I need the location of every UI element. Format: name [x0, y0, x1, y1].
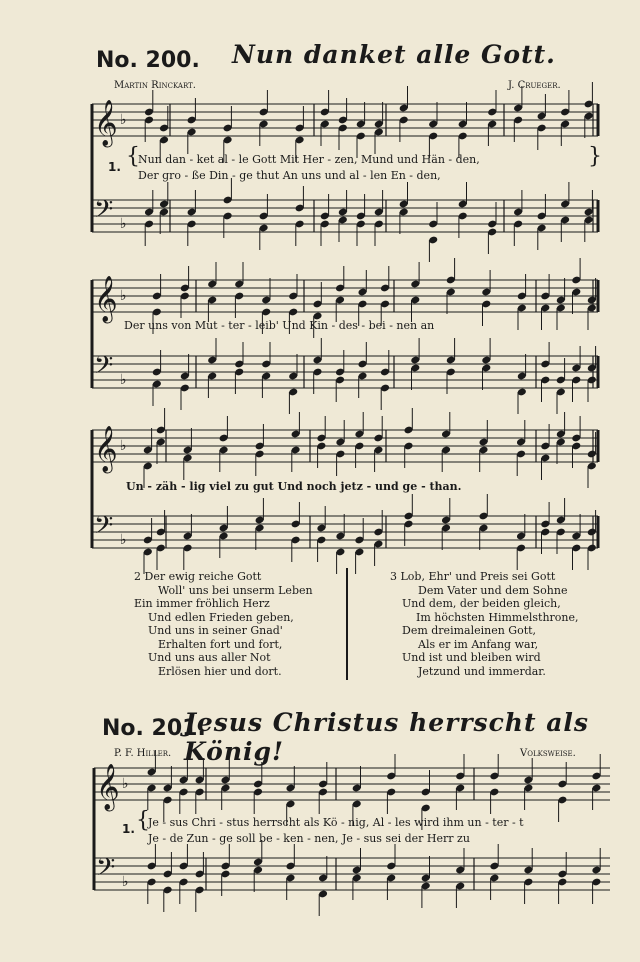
verse-line: Erlösen hier und dort. [158, 664, 282, 678]
verse-line: 3 Lob, Ehr' und Preis sei Gott [390, 570, 556, 583]
verse-line: Und uns aus aller Not [148, 651, 271, 664]
hymn-200-verse-number: 1. [108, 160, 121, 174]
verse-line: Ein immer fröhlich Herz [134, 597, 270, 610]
hymn-200-verse-2 [134, 570, 313, 678]
brace-left: { [136, 808, 150, 833]
hymn-200-composer: J. Crueger. [508, 80, 561, 91]
bass-clef: 𝄢 [94, 195, 114, 230]
hymn-201-number: No. 201. [102, 716, 206, 741]
bass-clef: 𝄢 [94, 511, 114, 546]
hymn-201-verse-number: 1. [122, 822, 135, 836]
hymn-201-lyric-1b: Je - de Zun - ge soll be - ken - nen, Je - sus sei der Herr zu [148, 832, 470, 845]
verse-line: Und dem, der beiden gleich, [402, 597, 561, 610]
hymn-201-lyric-1a: Je - sus Chri - stus herrscht als Kö - nig, Al - les wird ihm un - ter - t [148, 816, 524, 829]
flat-sign: ♭ [120, 438, 127, 454]
verse-line: Und uns in seiner Gnad' [148, 624, 283, 637]
hymn-200-lyric-1a: Nun dan - ket al - le Gott Mit Her - zen, Mund und Hän - den, [138, 153, 480, 166]
verse-line: Und edlen Frieden geben, [148, 610, 294, 624]
hymn-200-verse-3 [390, 570, 579, 678]
verse-line: Als er im Anfang war, [418, 637, 539, 651]
verse-line: 2 Der ewig reiche Gott [134, 570, 262, 583]
verse-line: Erhalten fort und fort, [158, 637, 283, 651]
verse-line: Dem Vater und dem Sohne [418, 583, 568, 597]
hymn-200-title: Nun danket alle Gott. [232, 40, 556, 69]
flat-sign: ♭ [120, 372, 127, 388]
treble-clef: 𝄞 [94, 426, 118, 472]
bass-clef: 𝄢 [94, 351, 114, 386]
hymn-201-composer: Volksweise. [520, 748, 576, 759]
verse-line: Und ist und bleiben wird [402, 651, 541, 664]
treble-clef: 𝄞 [94, 276, 118, 322]
verse-line: Im höchsten Himmelsthrone, [416, 610, 579, 624]
verse-divider [346, 568, 348, 680]
hymn-201-title: Jesus Christus herrscht als König! [184, 708, 590, 766]
treble-clef: 𝄞 [94, 100, 118, 146]
flat-sign: ♭ [122, 874, 129, 890]
flat-sign: ♭ [120, 288, 127, 304]
hymn-200-number: No. 200. [96, 48, 200, 73]
hymn-200-lyric-1b: Der gro - ße Din - ge thut An uns und al - len En - den, [138, 169, 441, 182]
bass-clef: 𝄢 [96, 853, 116, 888]
flat-sign: ♭ [120, 112, 127, 128]
hymn-200-lyric-3: Un - zäh - lig viel zu gut Und noch jetz - und ge - than. [126, 480, 462, 493]
hymn-200-lyric-2: Der uns von Mut - ter - leib' Und Kin - des - bei - nen an [124, 319, 435, 332]
hymn-201-author: P. F. Hiller. [114, 748, 172, 759]
hymn-200-author: Martin Rinckart. [114, 80, 196, 91]
verse-line: Dem dreimaleinen Gott, [402, 624, 537, 637]
treble-clef: 𝄞 [96, 764, 120, 810]
verse-line: Jetzund und immerdar. [418, 664, 546, 678]
verse-line: Woll' uns bei unserm Leben [158, 583, 313, 597]
flat-sign: ♭ [122, 776, 129, 792]
brace-left: { [126, 144, 140, 169]
brace-right: } [588, 144, 602, 169]
flat-sign: ♭ [120, 216, 127, 232]
flat-sign: ♭ [120, 532, 127, 548]
